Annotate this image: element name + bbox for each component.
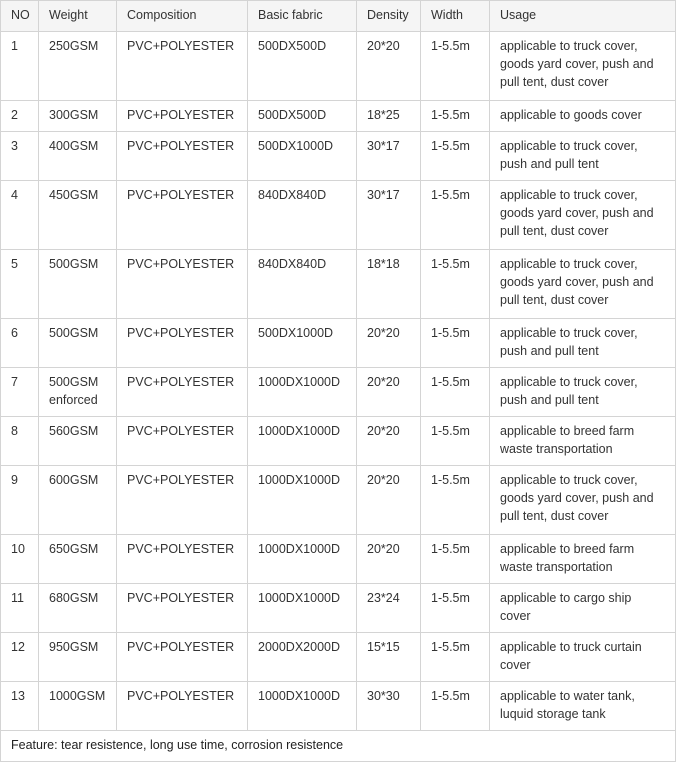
cell-composition: PVC+POLYESTER xyxy=(117,101,248,132)
table-row xyxy=(1,682,676,731)
cell-density: 20*20 xyxy=(357,466,421,535)
cell-no: 2 xyxy=(1,101,39,132)
cell-usage: applicable to breed farm waste transportation xyxy=(490,417,676,466)
table-row xyxy=(1,181,676,250)
cell-weight: 650GSM xyxy=(39,535,117,584)
header-no: NO xyxy=(1,1,39,32)
cell-weight: 400GSM xyxy=(39,132,117,181)
cell-usage: applicable to truck cover, push and pull tent xyxy=(490,319,676,368)
cell-composition: PVC+POLYESTER xyxy=(117,132,248,181)
cell-usage: applicable to truck cover, goods yard cover, push and pull tent, dust cover xyxy=(490,250,676,319)
cell-density: 30*17 xyxy=(357,181,421,250)
cell-density: 30*17 xyxy=(357,132,421,181)
cell-width: 1-5.5m xyxy=(421,101,490,132)
cell-usage: applicable to truck cover, goods yard cover, push and pull tent, dust cover xyxy=(490,32,676,101)
cell-no: 5 xyxy=(1,250,39,319)
cell-density: 18*25 xyxy=(357,101,421,132)
cell-fabric: 1000DX1000D xyxy=(248,535,357,584)
cell-usage: applicable to truck cover, goods yard cover, push and pull tent, dust cover xyxy=(490,466,676,535)
cell-no: 1 xyxy=(1,32,39,101)
table-row xyxy=(1,32,676,101)
cell-weight: 500GSM enforced xyxy=(39,368,117,417)
cell-weight: 560GSM xyxy=(39,417,117,466)
cell-composition: PVC+POLYESTER xyxy=(117,633,248,682)
header-usage: Usage xyxy=(490,1,676,32)
cell-density: 20*20 xyxy=(357,368,421,417)
cell-fabric: 840DX840D xyxy=(248,181,357,250)
cell-usage: applicable to breed farm waste transportation xyxy=(490,535,676,584)
header-width: Width xyxy=(421,1,490,32)
cell-density: 20*20 xyxy=(357,32,421,101)
cell-width: 1-5.5m xyxy=(421,417,490,466)
cell-width: 1-5.5m xyxy=(421,535,490,584)
cell-no: 6 xyxy=(1,319,39,368)
table-row xyxy=(1,319,676,368)
cell-no: 8 xyxy=(1,417,39,466)
cell-density: 20*20 xyxy=(357,535,421,584)
header-weight: Weight xyxy=(39,1,117,32)
cell-fabric: 500DX1000D xyxy=(248,319,357,368)
cell-composition: PVC+POLYESTER xyxy=(117,368,248,417)
cell-fabric: 1000DX1000D xyxy=(248,417,357,466)
cell-no: 9 xyxy=(1,466,39,535)
cell-density: 23*24 xyxy=(357,584,421,633)
cell-fabric: 1000DX1000D xyxy=(248,368,357,417)
table-row xyxy=(1,466,676,535)
cell-weight: 1000GSM xyxy=(39,682,117,731)
cell-fabric: 1000DX1000D xyxy=(248,466,357,535)
cell-composition: PVC+POLYESTER xyxy=(117,584,248,633)
cell-density: 15*15 xyxy=(357,633,421,682)
table-row xyxy=(1,101,676,132)
table-row xyxy=(1,132,676,181)
cell-density: 18*18 xyxy=(357,250,421,319)
table-row xyxy=(1,417,676,466)
header-basic-fabric: Basic fabric xyxy=(248,1,357,32)
cell-width: 1-5.5m xyxy=(421,633,490,682)
cell-fabric: 2000DX2000D xyxy=(248,633,357,682)
cell-usage: applicable to truck cover, goods yard cover, push and pull tent, dust cover xyxy=(490,181,676,250)
cell-width: 1-5.5m xyxy=(421,32,490,101)
cell-fabric: 1000DX1000D xyxy=(248,584,357,633)
cell-weight: 500GSM xyxy=(39,319,117,368)
cell-fabric: 1000DX1000D xyxy=(248,682,357,731)
cell-weight: 600GSM xyxy=(39,466,117,535)
table-row xyxy=(1,633,676,682)
cell-width: 1-5.5m xyxy=(421,250,490,319)
cell-usage: applicable to truck curtain cover xyxy=(490,633,676,682)
cell-width: 1-5.5m xyxy=(421,466,490,535)
table-row xyxy=(1,584,676,633)
table-header-row xyxy=(1,1,676,32)
cell-no: 10 xyxy=(1,535,39,584)
cell-composition: PVC+POLYESTER xyxy=(117,682,248,731)
cell-usage: applicable to water tank, luquid storage tank xyxy=(490,682,676,731)
cell-no: 11 xyxy=(1,584,39,633)
cell-composition: PVC+POLYESTER xyxy=(117,32,248,101)
cell-weight: 950GSM xyxy=(39,633,117,682)
table-row xyxy=(1,368,676,417)
cell-fabric: 500DX1000D xyxy=(248,132,357,181)
cell-composition: PVC+POLYESTER xyxy=(117,535,248,584)
cell-width: 1-5.5m xyxy=(421,319,490,368)
cell-weight: 250GSM xyxy=(39,32,117,101)
header-composition: Composition xyxy=(117,1,248,32)
cell-usage: applicable to cargo ship cover xyxy=(490,584,676,633)
cell-usage: applicable to truck cover, push and pull tent xyxy=(490,368,676,417)
cell-density: 30*30 xyxy=(357,682,421,731)
cell-weight: 680GSM xyxy=(39,584,117,633)
cell-composition: PVC+POLYESTER xyxy=(117,466,248,535)
cell-fabric: 500DX500D xyxy=(248,101,357,132)
cell-composition: PVC+POLYESTER xyxy=(117,417,248,466)
cell-density: 20*20 xyxy=(357,319,421,368)
cell-usage: applicable to truck cover, push and pull tent xyxy=(490,132,676,181)
cell-weight: 500GSM xyxy=(39,250,117,319)
cell-width: 1-5.5m xyxy=(421,132,490,181)
cell-width: 1-5.5m xyxy=(421,368,490,417)
cell-weight: 450GSM xyxy=(39,181,117,250)
cell-weight: 300GSM xyxy=(39,101,117,132)
table-row xyxy=(1,250,676,319)
cell-composition: PVC+POLYESTER xyxy=(117,250,248,319)
cell-width: 1-5.5m xyxy=(421,181,490,250)
cell-no: 3 xyxy=(1,132,39,181)
feature-note: Feature: tear resistence, long use time, corrosion resistence xyxy=(1,731,676,762)
feature-row xyxy=(1,731,676,762)
cell-fabric: 840DX840D xyxy=(248,250,357,319)
cell-composition: PVC+POLYESTER xyxy=(117,181,248,250)
cell-composition: PVC+POLYESTER xyxy=(117,319,248,368)
cell-usage: applicable to goods cover xyxy=(490,101,676,132)
cell-no: 13 xyxy=(1,682,39,731)
cell-fabric: 500DX500D xyxy=(248,32,357,101)
cell-no: 7 xyxy=(1,368,39,417)
table-row xyxy=(1,535,676,584)
cell-no: 4 xyxy=(1,181,39,250)
cell-no: 12 xyxy=(1,633,39,682)
cell-density: 20*20 xyxy=(357,417,421,466)
cell-width: 1-5.5m xyxy=(421,584,490,633)
cell-width: 1-5.5m xyxy=(421,682,490,731)
header-density: Density xyxy=(357,1,421,32)
